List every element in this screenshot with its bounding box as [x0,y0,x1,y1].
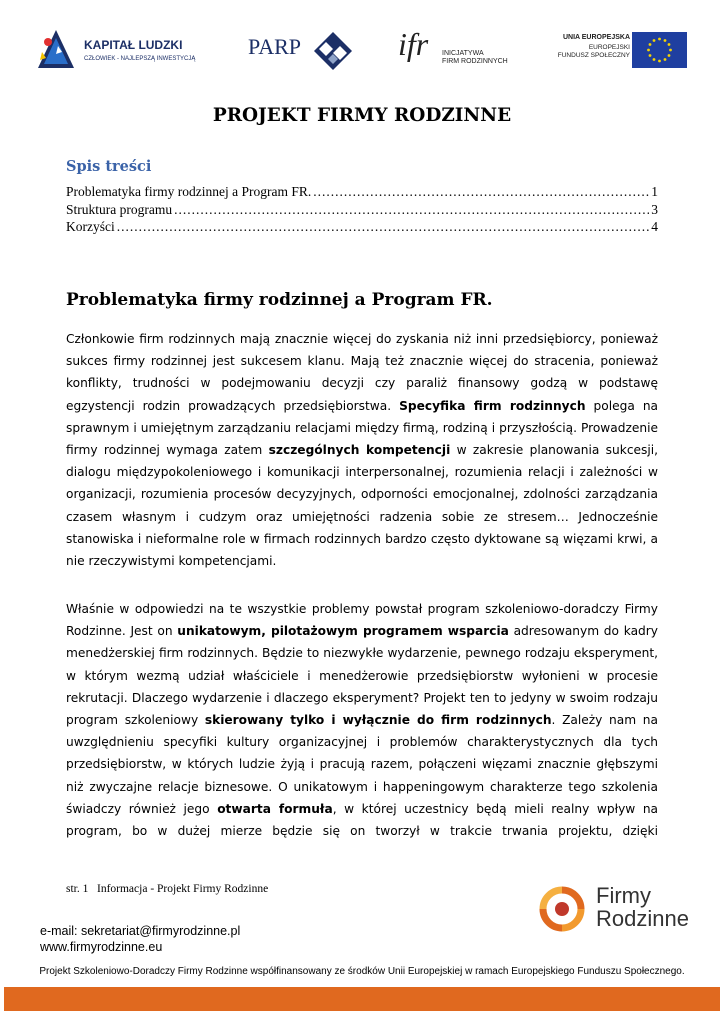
text-line: organizacji, rozumienia procesów decyzyjnych, odporności emocjonalnej, zdolności zarządzania [66,487,658,502]
funding-note: Projekt Szkoleniowo-Doradczy Firmy Rodzinne współfinansowany ze środków Unii Europejskiej w ramach Europejskiego Funduszu Społecznego. [39,966,685,977]
text-run: firmy rodzinnej wymaga zatem [66,443,263,458]
paragraph-2 [66,598,658,842]
toc-leader [117,219,650,235]
bold-run: szczególnych kompetencji [268,443,451,458]
text-line: niż zwyczajne relacje biznesowe. O unikatowym i happeningowym charakterze tego szkolenia [66,779,658,794]
ue-title: UNIA EUROPEJSKA [562,34,630,41]
footer-doc-title: Informacja - Projekt Firmy Rodzinne [97,883,269,895]
toc-item-page: 3 [651,202,658,217]
text-run: program szkoleniowy [66,713,199,728]
toc-item-page: 4 [651,219,658,234]
toc-item[interactable] [66,184,658,200]
text-run: , w której uczestnicy będą mieli realny wpływ na [332,801,659,816]
ifr-subtitle [442,50,508,66]
logo-line-1: Firmy [596,883,651,908]
logo-line-2: Rodzinne [596,906,689,931]
text-line [66,395,658,417]
text-run: polega na [593,398,659,413]
text-line: dialogu międzypokoleniowego i komunikacji interpersonalnej, rozumienia relacji i zależności w [66,465,658,480]
contact-email[interactable]: e-mail: sekretariat@firmyrodzinne.pl [40,924,241,938]
toc-item[interactable] [66,219,658,235]
kapital-ludzki-emblem-icon [36,28,76,70]
text-line [66,620,658,642]
toc-leader [174,202,649,218]
ifr-sub-line1: INICJATYWA [442,50,484,57]
toc-item-label: Problematyka firmy rodzinnej a Program FR. [66,184,312,199]
bold-run: unikatowym, pilotażowym programem wsparcia [177,624,509,639]
section-heading: Problematyka firmy rodzinnej a Program FR. [66,290,493,310]
ue-sub-line2: FUNDUSZ SPOŁECZNY [557,52,630,59]
text-line: konflikty, trudności w podejmowaniu decyzji czy paraliż finansowy godzą w podstawę [66,376,658,391]
text-line: stanowiska i nieformalne role w firmach rodzinnych bardzo często dyktowane są więzami krwi, a [66,531,658,546]
toc-leader [313,184,649,200]
paragraph-1 [66,328,658,572]
text-line: przedsiębiorstw, w których ludzie żyją i pracują razem, połączeni więzami znacznie głębszymi [66,757,658,772]
text-line [66,709,658,731]
text-line: nie rzeczywistymi kompetencjami. [66,554,277,569]
text-line [66,439,658,461]
footer-page-number: str. 1 [66,883,89,895]
text-line: program, bo w dużej mierze będzie się on tworzył w trakcie trwania projektu, dzięki [66,824,658,839]
ue-efs-logo [556,30,690,70]
page-title: PROJEKT FIRMY RODZINNE [212,104,512,126]
parp-emblem-icon [314,32,352,70]
text-run: egzystencji rodzin prowadzących przedsiębiorstwa. [66,398,392,413]
text-run: Rodzinne. Jest on [66,624,173,639]
parp-text: PARP [248,34,302,59]
parp-logo [248,32,358,70]
text-line: Właśnie w odpowiedzi na te wszystkie problemy powstał program szkoleniowo-doradczy Firmy [66,602,658,616]
bold-run: Specyfika firm rodzinnych [399,398,586,413]
toc-item[interactable] [66,202,658,218]
text-run: adresowanym do kadry [513,624,658,639]
text-run: . Zależy nam na [551,713,658,728]
contact-website[interactable]: www.firmyrodzinne.eu [40,940,163,954]
ue-sub-line1: EUROPEJSKI [588,44,630,51]
toc-item-page: 1 [651,184,658,199]
kapital-ludzki-title: KAPITAŁ LUDZKI [84,38,183,52]
toc-item-label: Korzyści [66,219,115,234]
bold-run: otwarta formuła [217,801,333,816]
ifr-text: ifr [398,26,429,62]
text-run: świadczy również jego [66,801,210,816]
text-line: Członkowie firm rodzinnych mają znacznie więcej do zyskania niż inni przedsiębiorcy, ponieważ [66,332,658,346]
ue-subtitle [558,44,630,60]
firmy-rodzinne-logo [538,884,698,934]
footer-orange-bar [4,987,720,1011]
text-line: sukces firmy rodzinnej jest sukcesem klanu. Mają też znacznie więcej do stracenia, ponieważ [66,354,658,369]
kapital-ludzki-logo [36,26,216,76]
text-line: czasem własnym i cudzym oraz umiejętności radzenia sobie ze stresem… Jednocześnie [66,509,658,524]
toc-item-label: Struktura programu [66,202,173,217]
text-line: rekrutacji. Dlaczego wydarzenie i dlaczego eksperyment? Projekt ten to jedyny w swoim rodzaju [66,690,658,705]
text-line: uwzględnieniu specyfiki kultury organizacyjnej i problemów charakterystycznych dla tych [66,735,658,750]
text-line [66,798,658,820]
ifr-sub-line2: FIRM RODZINNYCH [442,58,508,65]
text-line: w którym wezmą udział właściciele i menedżerowie przedsiębiorstw wyłonieni w procesie [66,668,658,683]
firmy-rodzinne-emblem-icon [538,886,586,932]
kapital-ludzki-subtitle: CZŁOWIEK - NAJLEPSZĄ INWESTYCJĄ [84,56,196,62]
footer-page-info [66,883,268,895]
firmy-rodzinne-wordmark [596,884,689,930]
eu-flag-icon [632,32,687,68]
bold-run: skierowany tylko i wyłącznie do firm rodzinnych [204,713,552,728]
text-line: menedżerskiej firm rodzinnych. Będzie to niezwykłe wydarzenie, pewnego rodzaju eksperyment, [66,646,658,661]
toc-heading: Spis treści [66,158,152,175]
ifr-logo [398,26,538,70]
text-run: w zakresie planowania sukcesji, [456,443,659,458]
text-line: sprawnym i umiejętnym zarządzaniu relacjami między firmą, rodziną i przyszłością. Prowadzenie [66,420,658,435]
